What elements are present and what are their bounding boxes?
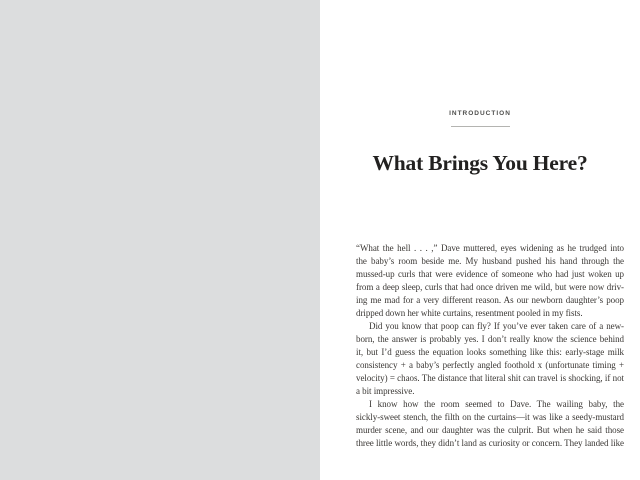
body-text-line: sickly-sweet stench, the filth on the curtains—it was like a seedy-mustard: [356, 412, 624, 422]
body-text-line: dripped down her white curtains, resentment pooled in my fists.: [356, 308, 583, 318]
body-text-line: velocity) = chaos. The distance that literal shit can travel is shocking, if not: [356, 373, 624, 383]
body-text-line: from a deep sleep, curls that had once driven me wild, but were now driv-: [356, 282, 624, 292]
body-text-line: “What the hell . . . ,” Dave muttered, eyes widening as he trudged into: [356, 243, 624, 253]
body-text-line: born, the answer is probably yes. I don’t really know the science behind: [356, 334, 624, 344]
body-text-line: Did you know that poop can fly? If you’ve ever taken care of a new-: [369, 321, 624, 331]
right-page: [320, 0, 640, 480]
body-text-line: the baby’s room beside me. My husband pushed his hand through the: [356, 256, 624, 266]
body-text-line: I know how the room seemed to Dave. The wailing baby, the: [369, 399, 624, 409]
body-text-line: ing me mad for a very different reason. As our newborn daughter’s poop: [356, 295, 624, 305]
chapter-title: What Brings You Here?: [372, 151, 588, 175]
body-text-line: it, but I’d guess the equation looks something like this: early-stage milk: [356, 347, 624, 357]
body-text-line: three little words, they didn’t land as curiosity or concern. They landed like: [356, 438, 624, 448]
body-text-line: consistency + a baby’s perfectly angled foothold x (unfortunate timing +: [356, 360, 624, 370]
chapter-kicker-label: INTRODUCTION: [449, 110, 511, 117]
body-text-block: [356, 242, 624, 450]
body-text-line: mussed-up curls that were evidence of someone who had just woken up: [356, 269, 624, 279]
kicker-underline-rule: [451, 126, 510, 127]
body-text-line: murder scene, and our daughter was the culprit. But when he said those: [356, 425, 624, 435]
body-text-line: a bit impressive.: [356, 386, 415, 396]
